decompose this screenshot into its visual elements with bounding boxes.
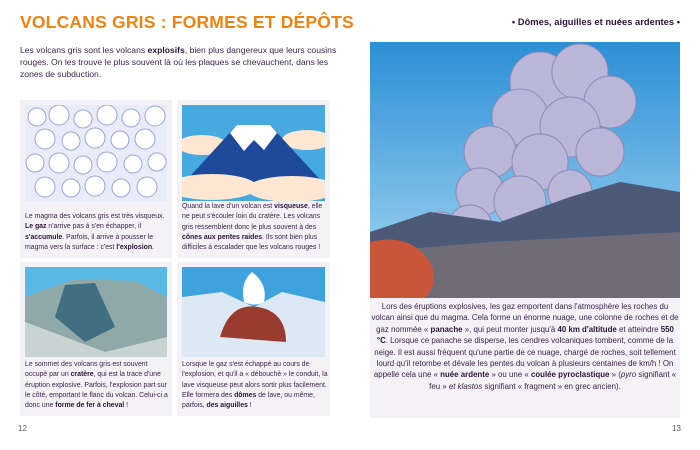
text-run: signifiant « feu »	[429, 370, 677, 391]
text-run: Le sommet des volcans gris est souvent occupé par un	[25, 361, 148, 379]
text-run: Quand la lave d'un volcan est	[182, 203, 275, 210]
bold-text: forme de fer à cheval	[55, 402, 125, 410]
card-gas-accumulation	[20, 100, 172, 258]
bold-text: coulée pyroclastique	[530, 370, 610, 380]
bold-text: visqueuse	[274, 203, 308, 210]
italic-text: pyro	[620, 370, 637, 380]
page-number-right: 13	[672, 424, 681, 433]
italic-text: et klastos	[448, 381, 483, 391]
text-run: signifiant « fragment » en grec ancien).	[482, 381, 621, 391]
text-run: n'arrive pas à s'en échapper, il	[46, 223, 142, 231]
bold-text: 40 km d'altitude	[557, 324, 617, 334]
bold-text: nuée ardente	[440, 370, 490, 380]
bold-text: l'explosion	[116, 243, 153, 251]
card-steep-cone	[177, 100, 330, 258]
card-lava-dome	[177, 262, 330, 416]
text-run: » (	[609, 370, 621, 380]
text-run: , elle ne peut s'écouler loin du cratère. Les volcans gris ressemblent donc le plus souvent à des	[182, 203, 323, 231]
page-number-left: 12	[18, 424, 27, 433]
card-horseshoe-crater	[20, 262, 172, 416]
bold-text: Le gaz	[25, 223, 47, 231]
lava-dome-illustration	[182, 267, 325, 357]
text-run: .	[152, 243, 154, 251]
text-run: et atteindre	[616, 324, 661, 334]
horseshoe-crater-illustration	[25, 267, 167, 357]
pyroclastic-flow-illustration	[370, 42, 680, 298]
bold-text: cônes aux pentes raides	[182, 233, 263, 241]
text-run: » ou une «	[489, 370, 531, 380]
text-run: Le magma des volcans gris est très visqueux.	[25, 213, 165, 220]
card-text	[182, 202, 328, 253]
text-run: !	[247, 402, 252, 410]
bold-text: des aiguilles	[206, 402, 248, 410]
text-run: Lors des éruptions explosives, les gaz emportent dans l'atmosphère les roches du volcan ainsi que du magma. Cela forme un énorme nuage, une colonne de roches et de gaz nommée «	[371, 302, 679, 334]
text-run: . Ils sont bien plus difficiles à escalader que les volcans rouges !	[182, 233, 321, 252]
bold-text: explosifs	[147, 45, 185, 55]
text-run: Lorsque le gaz s'est échappé au cours de l'explosion, et qu'il a « débouché » le conduit, la lave visqueuse peut alors sortir plus facilement. Elle formera des	[182, 361, 328, 399]
text-run: de lave, ou même, parfois,	[182, 391, 315, 410]
text-run: !	[124, 402, 129, 410]
explanation-paragraph	[370, 298, 680, 418]
bold-text: panache	[430, 324, 463, 334]
text-run: , bien plus dangereux que leurs cousins rouges. On les trouve le plus souvent là où les plaques se chevauchent, dans les zones de subduction.	[20, 45, 337, 80]
bold-text: s'accumule	[25, 233, 63, 241]
bold-text: dômes	[234, 391, 257, 399]
section-header: • Dômes, aiguilles et nuées ardentes •	[511, 16, 680, 27]
text-run: », qui peut monter jusqu'à	[462, 324, 558, 334]
text-run: . Parfois, il arrive à pousser le magma vers la surface : c'est	[25, 233, 154, 251]
card-text	[182, 360, 328, 411]
card-text	[25, 360, 170, 411]
text-run: Les volcans gris sont les volcans	[20, 45, 148, 55]
bold-text: 550 °C	[376, 324, 674, 346]
intro-paragraph	[20, 44, 340, 81]
page-title: VOLCANS GRIS : FORMES ET DÉPÔTS	[20, 12, 354, 32]
bold-text: cratère	[70, 371, 94, 379]
text-run: , qui est la trace d'une éruption explosive. Parfois, l'explosion part sur le côté, emportant le flanc du volcan. Celui-ci a donc une	[25, 371, 168, 410]
gas-bubbles-illustration	[25, 105, 167, 201]
text-run: . Lorsque ce panache se disperse, les cendres volcaniques tombent, comme de la neige. Il est aussi fréquent qu'une partie de ce nuage, chargé de roches, soit tellement lourd qu'il retombe et dévale les pentes du volcan à plusieurs centaines de km/h ! On appelle cela une «	[373, 336, 676, 380]
card-text	[25, 212, 170, 253]
snowy-cone-volcano-illustration	[182, 105, 325, 201]
